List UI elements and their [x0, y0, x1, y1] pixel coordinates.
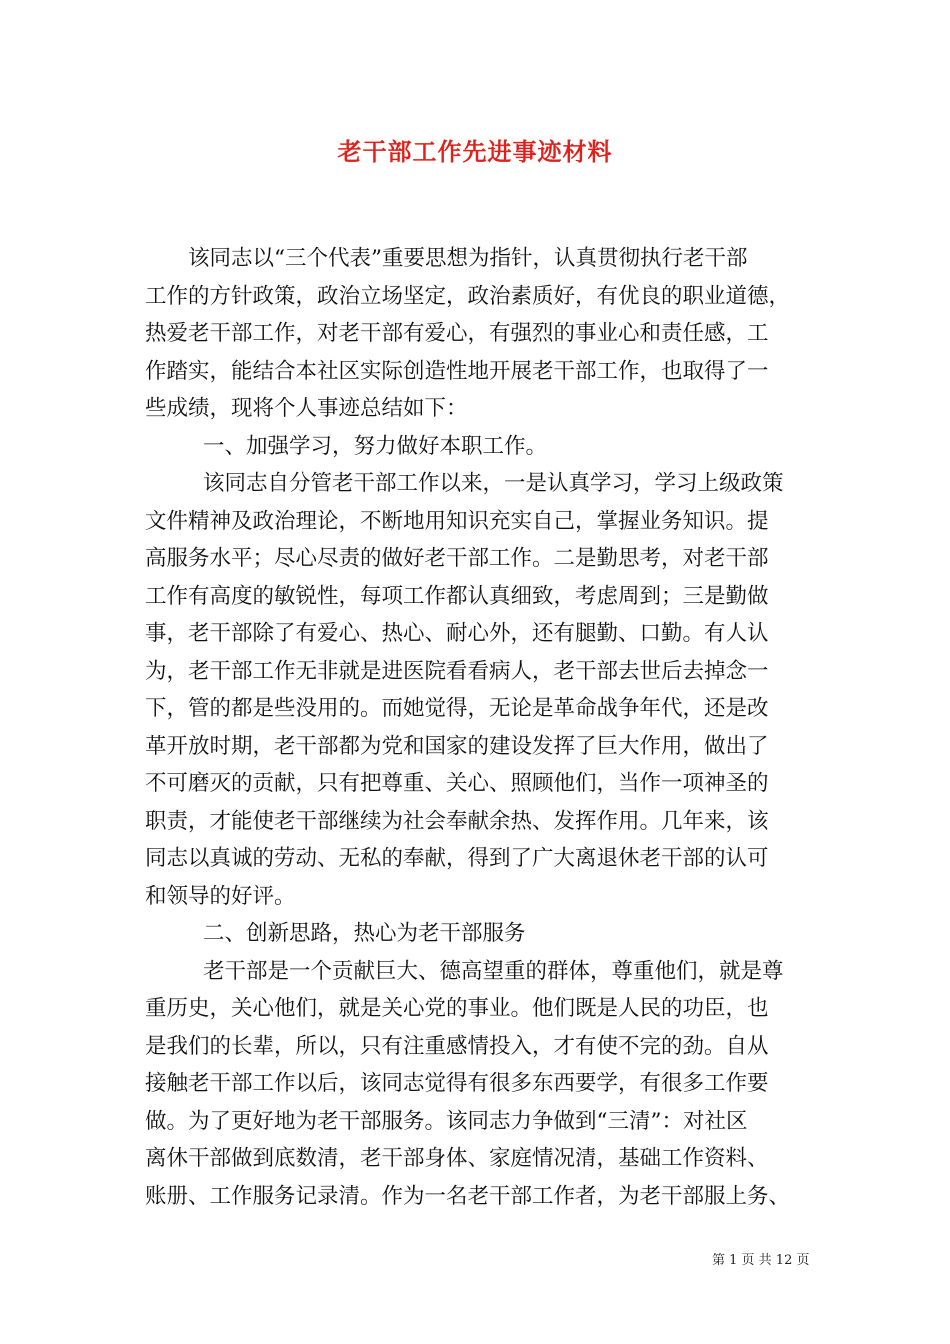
paragraph-line: 该同志自分管老干部工作以来，一是认真学习，学习上级政策 — [203, 471, 784, 496]
paragraph-line: 工作的方针政策，政治立场坚定，政治素质好，有优良的职业道德， — [145, 283, 791, 309]
paragraph-line: 事，老干部除了有爱心、热心、耐心外，还有腿勤、口勤。有人认 — [145, 621, 769, 646]
paragraph-line: 接触老干部工作以后，该同志觉得有很多东西要学，有很多工作要 — [145, 1071, 769, 1096]
paragraph-line: 离休干部做到底数清，老干部身体、家庭情况清，基础工作资料、 — [145, 1146, 769, 1171]
paragraph-line: 不可磨灭的贡献，只有把尊重、关心、照顾他们，当作一项神圣的 — [145, 771, 769, 796]
paragraph-line: 热爱老干部工作，对老干部有爱心，有强烈的事业心和责任感，工 — [145, 321, 769, 346]
paragraph-line: 下，管的都是些没用的。而她觉得，无论是革命战争年代，还是改 — [145, 696, 769, 721]
paragraph-line: 是我们的长辈，所以，只有注重感情投入，才有使不完的劲。自从 — [145, 1033, 769, 1059]
paragraph-line: 和领导的好评。 — [145, 883, 296, 909]
paragraph-line: 文件精神及政治理论，不断地用知识充实自己，掌握业务知识。提 — [145, 508, 769, 534]
document-body — [145, 240, 810, 1215]
paragraph-line: 该同志以“三个代表”重要思想为指针，认真贯彻执行老干部 — [188, 246, 748, 271]
paragraph-line: 些成绩，现将个人事迹总结如下： — [145, 396, 468, 421]
paragraph-line: 重历史，关心他们，就是关心党的事业。他们既是人民的功臣，也 — [145, 996, 769, 1021]
paragraph-line: 同志以真诚的劳动、无私的奉献，得到了广大离退休老干部的认可 — [145, 846, 769, 871]
document-title: 老干部工作先进事迹材料 — [337, 137, 613, 166]
paragraph-line: 革开放时期，老干部都为党和国家的建设发挥了巨大作用，做出了 — [145, 733, 769, 759]
paragraph-line: 作踏实，能结合本社区实际创造性地开展老干部工作，也取得了一 — [145, 358, 769, 384]
paragraph-line: 为，老干部工作无非就是进医院看看病人，老干部去世后去掉念一 — [145, 658, 769, 684]
section-heading: 二、创新思路，热心为老干部服务 — [203, 921, 526, 946]
paragraph-line: 高服务水平；尽心尽责的做好老干部工作。二是勤思考，对老干部 — [145, 546, 769, 571]
paragraph-line: 职责，才能使老干部继续为社会奉献余热、发挥作用。几年来，该 — [145, 808, 769, 834]
page-number-footer: 第 1 页 共 12 页 — [712, 1253, 810, 1268]
section-heading: 一、加强学习，努力做好本职工作。 — [203, 433, 548, 459]
paragraph-line: 做。为了更好地为老干部服务。该同志力争做到“三清”：对社区 — [145, 1108, 748, 1134]
paragraph-line: 账册、工作服务记录清。作为一名老干部工作者，为老干部服上务、 — [145, 1183, 791, 1209]
paragraph-line: 工作有高度的敏锐性，每项工作都认真细致，考虑周到；三是勤做 — [145, 583, 769, 609]
paragraph-line: 老干部是一个贡献巨大、德高望重的群体，尊重他们，就是尊 — [203, 958, 784, 984]
